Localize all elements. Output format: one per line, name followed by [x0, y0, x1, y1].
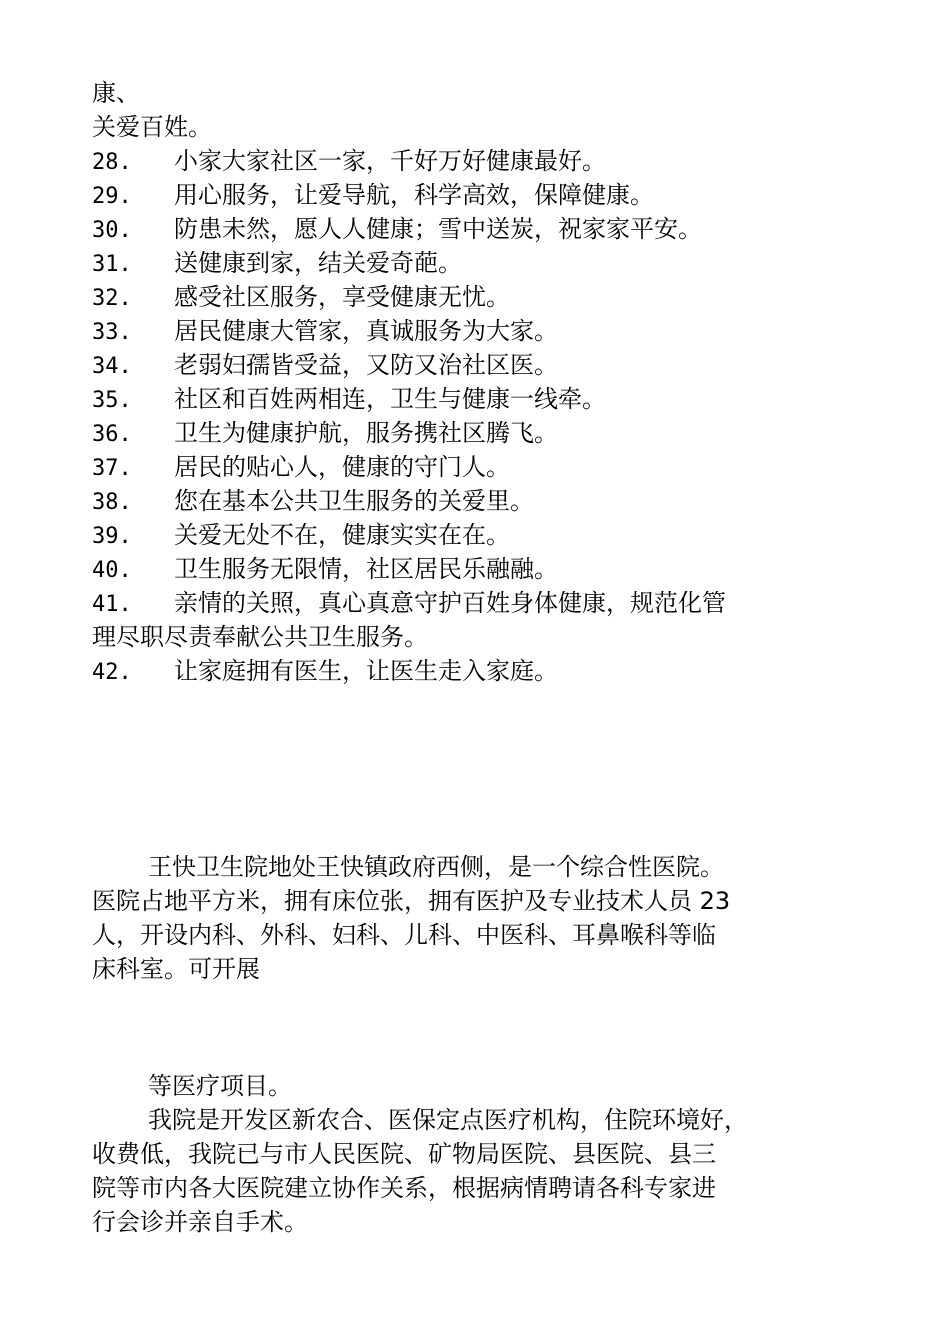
item-text: 用心服务，让爱导航，科学高效，保障健康。	[174, 181, 654, 209]
item-text: 居民健康大管家，真诚服务为大家。	[174, 317, 558, 345]
item-text: 小家大家社区一家，千好万好健康最好。	[174, 147, 606, 175]
item-number: 39.	[92, 524, 132, 549]
item-text: 让家庭拥有医生，让医生走入家庭。	[174, 657, 558, 685]
paragraph-line: 等医疗项目。	[148, 1072, 292, 1100]
item-text: 关爱无处不在，健康实实在在。	[174, 521, 510, 549]
list-item	[92, 450, 510, 484]
item-text: 送健康到家，结关爱奇葩。	[174, 249, 462, 277]
item-number: 29.	[92, 184, 132, 209]
list-item	[92, 348, 558, 382]
item-text: 卫生服务无限情，社区居民乐融融。	[174, 555, 558, 583]
list-item	[92, 280, 510, 314]
intro-line: 康、	[92, 79, 140, 107]
item-text: 防患未然，愿人人健康；雪中送炭，祝家家平安。	[174, 215, 702, 243]
item-text: 居民的贴心人，健康的守门人。	[174, 453, 510, 481]
item-text: 您在基本公共卫生服务的关爱里。	[174, 487, 534, 515]
list-item	[92, 246, 462, 280]
list-item	[92, 144, 606, 178]
list-item	[92, 518, 510, 552]
list-item	[92, 586, 726, 620]
item-number: 35.	[92, 388, 132, 413]
item-continuation: 理尽职尽责奉献公共卫生服务。	[92, 623, 428, 651]
list-item	[92, 314, 558, 348]
item-number: 38.	[92, 490, 132, 515]
paragraph-line: 床科室。可开展	[92, 955, 260, 983]
item-number: 41.	[92, 592, 132, 617]
list-item	[92, 484, 534, 518]
paragraph-line: 人，开设内科、外科、妇科、儿科、中医科、耳鼻喉科等临	[92, 921, 716, 949]
item-number: 37.	[92, 456, 132, 481]
item-number: 32.	[92, 286, 132, 311]
paragraph-line: 院等市内各大医院建立协作关系，根据病情聘请各科专家进	[92, 1174, 716, 1202]
list-item	[92, 552, 558, 586]
paragraph-line: 我院是开发区新农合、医保定点医疗机构，住院环境好，	[148, 1106, 748, 1134]
intro-line: 关爱百姓。	[92, 113, 212, 141]
list-item	[92, 654, 558, 688]
item-number: 33.	[92, 320, 132, 345]
item-text: 亲情的关照，真心真意守护百姓身体健康，规范化管	[174, 589, 726, 617]
paragraph-line: 行会诊并亲自手术。	[92, 1208, 308, 1236]
paragraph-line: 医院占地平方米，拥有床位张，拥有医护及专业技术人员 23	[92, 887, 731, 915]
item-text: 感受社区服务，享受健康无忧。	[174, 283, 510, 311]
item-number: 36.	[92, 422, 132, 447]
item-text: 老弱妇孺皆受益，又防又治社区医。	[174, 351, 558, 379]
item-number: 31.	[92, 252, 132, 277]
list-item	[92, 416, 558, 450]
paragraph-line: 收费低，我院已与市人民医院、矿物局医院、县医院、县三	[92, 1140, 716, 1168]
item-number: 34.	[92, 354, 132, 379]
item-number: 42.	[92, 660, 132, 685]
list-item	[92, 382, 606, 416]
item-number: 30.	[92, 218, 132, 243]
list-item	[92, 212, 702, 246]
list-item	[92, 178, 654, 212]
paragraph-line: 王快卫生院地处王快镇政府西侧，是一个综合性医院。	[148, 853, 724, 881]
item-number: 28.	[92, 150, 132, 175]
item-text: 社区和百姓两相连，卫生与健康一线牵。	[174, 385, 606, 413]
item-text: 卫生为健康护航，服务携社区腾飞。	[174, 419, 558, 447]
item-number: 40.	[92, 558, 132, 583]
